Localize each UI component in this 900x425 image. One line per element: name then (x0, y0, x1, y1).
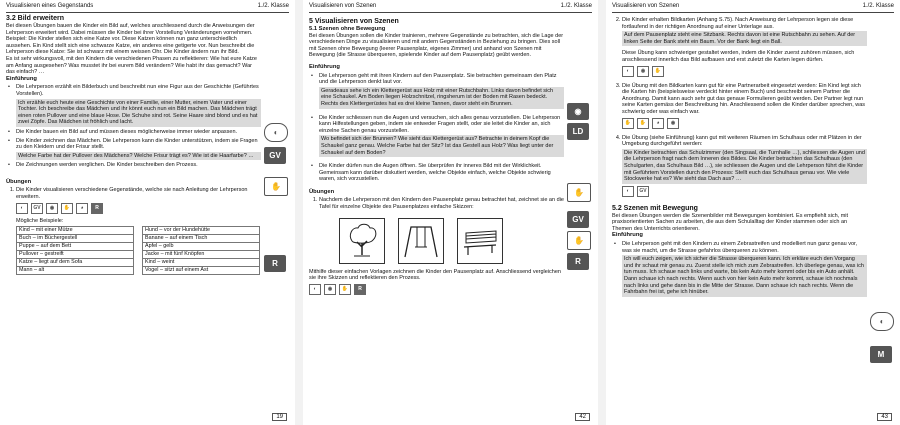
list-item (622, 135, 867, 197)
list-item-text: Die Kinder zeichnen das Mädchen. Die Lehrperson kann die Kinder unterstützen, indem sie Fragen zu den Kleidern und der Frisur stellt. (16, 137, 258, 151)
ear-icon: ◐ (309, 284, 321, 295)
einfuehrung-heading: Einführung (612, 232, 643, 239)
r-badge: R (567, 253, 589, 270)
subsection-heading: 5.1 Szenen ohne Bewegung (309, 26, 386, 32)
list-item-text: Die Kinder visualisieren verschiedene Gegenstände, welche sie nach Anleitung der Lehrperson erweitern. (16, 187, 248, 201)
eye-icon: ◉ (667, 118, 679, 129)
after-sketch-text: Mithilfe dieser einfachen Vorlagen zeichnen die Kinder den Pausenplatz auf. Anschliessend vergleichen sie ihre Skizzen und reflektieren den Prozess. (309, 268, 561, 282)
ear-icon: ◐ (622, 186, 634, 197)
table-row (17, 251, 134, 259)
eye-icon: ◉ (324, 284, 336, 295)
einfuehrung-list (612, 241, 867, 297)
list-item (16, 187, 261, 275)
quote-box: Die Kinder betrachten das Schulzimmer (den Singsaal, die Turnhalle …), schliessen die Augen und die Lehrperson fragt nach dem Inneren des Bildes. Die Kinder betrachten das Schulhaus (den Schulgarten, das Schulhaus Bild …), sie schliessen die Augen und die Lehrperson führt die Kinder mit Geführtem Vorstellen durch den Prozess: Stellt euch das Schulhaus genau vor. Wie viele Stockwerke hat es? Wie sieht das Dach aus? … (622, 149, 867, 184)
table-row (17, 227, 134, 235)
icon-row (309, 284, 564, 295)
page-header (309, 3, 592, 13)
page-content (6, 15, 261, 275)
list-item-text: Die Lehrperson geht mit ihren Kindern auf den Pausenplatz. Sie betrachten gemeinsam den Platz und die Lehrperson denkt laut vor. (319, 72, 557, 86)
table-row (143, 267, 260, 275)
table-row (17, 267, 134, 275)
list-item-text: Die Übung mit den Bildkarten kann gut für eine Partnerarbeit eingesetzt werden: Ein Kind legt sich die Karten hin (beispielsweise verdeckt hinter einem Buch) und beschreibt seinem Partner die Anordnung. Damit kann auch sehr gut das genaue Formulieren geübt werden. Der Partner legt nun seine Karten gemäss der Beschreibung hin. Anschliessend sollen die Kinder darüber sprechen, was schwierig oder was einfach war. (622, 82, 866, 115)
uebungen-list (612, 17, 867, 197)
list-item (622, 17, 867, 77)
examples-table-left (16, 226, 134, 275)
icon-row (622, 66, 867, 77)
gv-badge: GV (567, 211, 589, 228)
einfuehrung-list (6, 84, 261, 169)
table-row (143, 259, 260, 267)
hand-icon: ✋ (637, 118, 649, 129)
quote-box: Ich erzähle euch heute eine Geschichte von einer Familie, einer Mutter, einem Vater und einer Tochter. Ich beschreibe das Mädchen und ihr könnt euch nun ein Bild machen. Das Mädchen trägt einen roten Pullover und eine blaue Hose. Die Schuhe sind rot. Seine Haare sind blond und es hat zwei Zöpfe. Das Mädchen ist fröhlich und lacht. (16, 99, 261, 127)
table-cell: Jacke – mit fünf Knöpfen (143, 251, 260, 259)
page-content (309, 15, 564, 295)
swing-sketch (398, 218, 444, 264)
section-heading: 5.2 Szenen mit Bewegung (612, 204, 698, 212)
table-cell: Kind – mit einer Mütze (17, 227, 134, 235)
einfuehrung-heading: Einführung (6, 75, 37, 82)
r-badge: R (91, 203, 103, 214)
mouth-icon: ◕ (652, 118, 664, 129)
ear-icon: ◐ (16, 203, 28, 214)
page-gutter (295, 0, 303, 425)
gv-badge: GV (264, 147, 286, 164)
table-row (143, 235, 260, 243)
einfuehrung-list (309, 73, 564, 183)
hand-icon: ✋ (567, 231, 591, 250)
examples-label: Mögliche Beispiele: (16, 217, 64, 224)
list-item-text: Die Lehrperson geht mit den Kindern zu einem Zebrastreifen und modelliert nun ganz genau vor, was sie macht, um die Strasse gefahrlos überqueren zu können. (622, 241, 858, 254)
list-item (319, 73, 564, 109)
page-gutter (598, 0, 606, 425)
table-row (17, 235, 134, 243)
examples-table-right (142, 226, 260, 275)
quote-box: Geradeaus sehe ich ein Klettergerüst aus Holz mit einer Rutschbahn. Links davon befindet sich eine Schaukel. Am Boden liegen Holzschnitzel, ringsherum ist der Boden mit Rasen bedeckt. Rechts des Klettergerüstes hat es drei kleine Tannen, davor steht ein Brunnen. (319, 87, 564, 109)
list-item-text: Diese Übung kann schwieriger gestaltet werden, indem die Kinder zuerst zuhören müssen, sich anschliessend innerlich das Bild aufbauen und erst zuletzt die Karten legen dürfen. (622, 50, 855, 63)
hand-icon: ✋ (339, 284, 351, 295)
m-badge: M (870, 346, 892, 363)
table-row (17, 243, 134, 251)
ear-icon: ◐ (264, 123, 288, 142)
r-badge: R (264, 255, 286, 272)
section-heading: 3.2 Bild erweitern (6, 15, 64, 22)
header-left: Visualisieren von Szenen (612, 3, 680, 9)
page-19 (0, 0, 295, 425)
table-row (143, 227, 260, 235)
list-item (622, 241, 867, 297)
tree-sketch (339, 218, 385, 264)
table-cell: Pullover – gestreift (17, 251, 134, 259)
uebungen-list (309, 197, 564, 210)
header-left: Visualisieren eines Gegenstands (6, 3, 94, 9)
page-header (612, 3, 894, 13)
page-42 (303, 0, 598, 425)
eye-icon: ◉ (46, 203, 58, 214)
header-right: 1./2. Klasse (862, 3, 894, 9)
gv-badge: GV (637, 186, 649, 197)
list-item (622, 83, 867, 129)
uebungen-heading: Übungen (309, 188, 335, 195)
table-cell: Banane – auf einem Tisch (143, 235, 260, 243)
intro-text: Bei diesen Übungen werden die Szenenbilder mit Bewegungen kombiniert. Es empfiehlt sich, mit praxisorientierten Sachen zu arbeiten, die aus dem Schulalltag der Kinder stammen oder sich an Themen des Unterrichts orientieren. (612, 212, 849, 232)
uebungen-heading: Übungen (6, 178, 32, 185)
list-item: 1. Nachdem die Lehrperson mit den Kindern den Pausenplatz genau betrachtet hat, zeichnet sie an die Tafel für einzelne Objekte des Pausenplatzes einfache Skizzen: (319, 197, 564, 210)
bench-sketch (457, 218, 503, 264)
table-cell: Kind – weint (143, 259, 260, 267)
header-left: Visualisieren von Szenen (309, 3, 377, 9)
table-cell: Vogel – sitzt auf einem Ast (143, 267, 260, 275)
uebungen-list (6, 187, 261, 275)
quote-box: Ich will euch zeigen, wie ich sicher die Strasse überqueren kann. Ich erkläre euch den Vorgang und ihr schaut mir genau zu. Zuerst stelle ich mich zum Zebrastreifen. Ich überlege genau, was ich tun muss. Ich schaue nach links und warte, bis kein Auto mehr kommt oder bis ein Auto anhält. Dann schaue ich nach rechts. Wenn auch von hier kein Auto mehr kommt, schaue ich nochmals nach links und gehe dann bis in die Mitte der Strasse. Dann schaue ich nach rechts. Wenn die Fahrbahn frei ist, gehe ich hinüber. (622, 255, 867, 297)
icon-row (16, 203, 261, 214)
header-right: 1./2. Klasse (257, 3, 289, 9)
mouth-icon: ◕ (76, 203, 88, 214)
quote-box: Auf dem Pausenplatz steht eine Sitzbank. Rechts davon ist eine Rutschbahn zu sehen. Auf der linken Seite der Bank steht ein Baum. Vor der Bank liegt ein Ball. (622, 31, 867, 46)
table-cell: Hund – vor der Hundehütte (143, 227, 260, 235)
list-item-text: Die Übung (siehe Einführung) kann gut mit weiteren Räumen im Schulhaus oder mit Plätzen in der Umgebung durchgeführt werden: (622, 134, 862, 148)
section-heading: 5 Visualisieren von Szenen (309, 18, 399, 25)
list-item (16, 84, 261, 127)
table-cell: Buch – im Büchergestell (17, 235, 134, 243)
table-row (143, 243, 260, 251)
quote-box: Welche Farbe hat der Pullover des Mädchens? Welche Frisur trägt es? Wie ist die Haarfarbe? … (16, 152, 261, 161)
table-cell: Mann – alt (17, 267, 134, 275)
page-number: 19 (272, 413, 287, 421)
list-item (319, 115, 564, 158)
page-number: 43 (877, 413, 892, 421)
closing-text: Es ist sehr wirkungsvoll, mit den Kindern die verschiedenen Phasen zu reflektieren: Wie hat eure Katze am Anfang ausgesehen? Was musstet ihr bei eurem Bild verändern? Wie habt ihr das gemacht? War das einfach? … (6, 55, 257, 76)
list-item-text: Die Lehrperson erzählt ein Bilderbuch und beschreibt nun eine Figur aus der Geschichte (Geführtes Vorstellen). (16, 84, 259, 97)
sketch-row (339, 218, 564, 264)
hand-icon: ✋ (567, 183, 591, 202)
table-row (143, 251, 260, 259)
gv-badge: GV (31, 203, 43, 214)
r-badge: R (354, 284, 366, 295)
table-cell: Apfel – gelb (143, 243, 260, 251)
ear-icon: ◐ (870, 312, 894, 331)
page-header (6, 3, 289, 13)
examples-tables (16, 226, 261, 275)
hand-icon: ✋ (264, 177, 288, 196)
quote-box: Wo befindet sich der Brunnen? Wie sieht das Klettergerüst aus? Betrachte in deinem Kopf die Schaukel ganz genau. Welche Farbe hat der Sitz? Ist das Gestell aus Holz? Was liegt unter der Schaukel auf dem Boden? (319, 135, 564, 157)
ear-icon: ◐ (622, 66, 634, 77)
table-cell: Puppe – auf dem Bett (17, 243, 134, 251)
hand-icon: ✋ (61, 203, 73, 214)
einfuehrung-heading: Einführung (309, 63, 340, 70)
eye-icon: ◉ (637, 66, 649, 77)
list-item: • Die Kinder bauen ein Bild auf und müssen dieses möglicherweise immer wieder anpassen. (16, 129, 261, 136)
table-cell: Katze – liegt auf dem Sofa (17, 259, 134, 267)
page-content (612, 15, 867, 297)
list-item: • Die Kinder dürfen nun die Augen öffnen. Sie überprüfen ihr inneres Bild mit der Wirklichkeit. Gemeinsam kann darüber diskutiert werden, welche Objekte einfach, welche Objekte schwierig waren, sich vorzustellen. (319, 163, 564, 183)
page-number: 42 (575, 413, 590, 421)
list-item: • Die Zeichnungen werden verglichen. Die Kinder beschreiben den Prozess. (16, 162, 261, 169)
list-item-text: Die Kinder erhalten Bildkarten (Anhang S.75). Nach Anweisung der Lehrperson legen sie diese fortlaufend in der richtigen Anordnung auf einer Unterlage aus. (622, 17, 854, 30)
icon-row (622, 186, 867, 197)
page-43 (606, 0, 900, 425)
intro-text: Bei diesen Übungen sollen die Kinder trainieren, mehrere Gegenstände zu betrachten, sich die Lage der verschiedenen Dinge zu visualisieren und mit andern Gegenständen in Beziehung zu bringen. Dies soll mit Szenen ohne Bewegung (leerer Pausenplatz, eigenes Zimmer) und anhand von Szenen mit Bewegung (die Strasse überqueren, spielende Kinder auf dem Pausenplatz) geübt werden. (309, 32, 564, 59)
table-row (17, 259, 134, 267)
ld-badge: LD (567, 123, 589, 140)
example-text: Beispiel: Die Kinder stellen sich eine Katze vor. Diese Katzen können nun ganz unterschiedlich aussehen. Ein Kind stellt sich eine schwarze Katze, ein anderes eine getigerte vor. Nun beschreibt die Lehrperson diese Katze: Sie ist schwarz mit einem weissen Ohr. Die Kinder ändern nun ihr Bild. (6, 36, 255, 56)
hand-icon: ✋ (652, 66, 664, 77)
list-item (16, 138, 261, 161)
intro-text: Bei diesen Übungen bauen die Kinder ein Bild auf, welches anschliessend durch die Anweisungen der Lehrperson erweitert wird. Dabei müssen die Kinder bei ihrer Vorstellung Veränderungen vornehmen. (6, 23, 255, 36)
hand-icon: ✋ (622, 118, 634, 129)
header-right: 1./2. Klasse (560, 3, 592, 9)
icon-row (622, 118, 867, 129)
eye-icon: ◉ (567, 103, 589, 120)
list-item-text: Die Kinder schliessen nun die Augen und versuchen, sich alles genau vorzustellen. Die Lehrperson kann Hilfestellungen geben, indem sie entweder Fragen stellt, oder sie leitet die Kinder an, sich einzelne Sachen genau vorzustellen. (319, 114, 561, 134)
